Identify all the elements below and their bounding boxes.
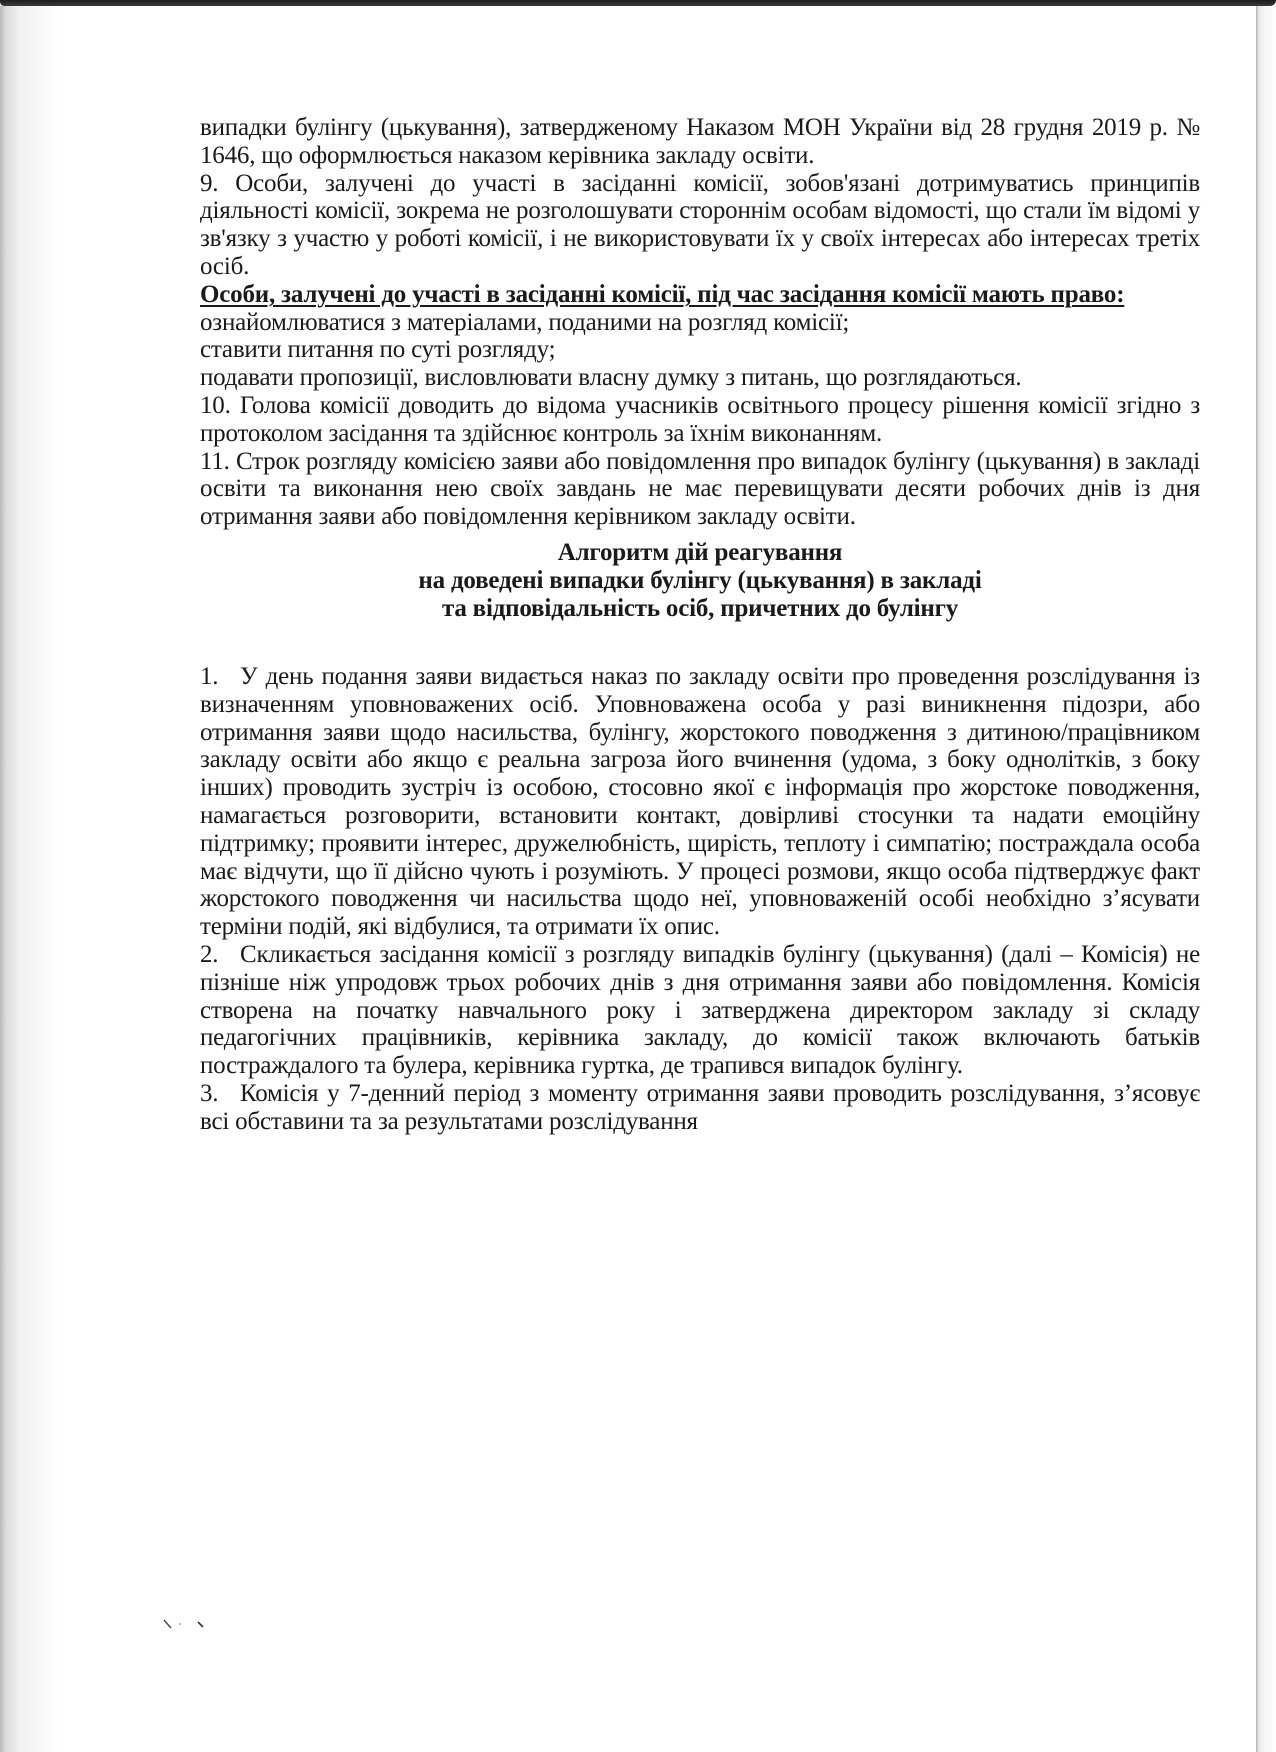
rights-heading: Особи, залучені до участі в засіданні комісії, під час засідання комісії мають право: <box>200 280 1125 308</box>
rights-item: ознайомлюватися з матеріалами, поданими на розгляд комісії; <box>200 308 850 336</box>
rights-item: ставити питання по суті розгляду; <box>200 336 556 364</box>
section-title-line: Алгоритм дій реагування <box>557 538 843 566</box>
document-page <box>200 114 1200 1136</box>
algorithm-item-3 <box>200 1080 1200 1136</box>
scan-specks <box>162 1618 222 1642</box>
section-title-line: та відповідальність осіб, причетних до булінгу <box>441 594 959 622</box>
item-text: Скликається засідання комісії з розгляду випадків булінгу (цькування) (далі – Комісія) не пізніше ніж упродовж трьох робочих днів з дня отримання заяви або повідомлення. Комісія створена на початку навчального року і затверджена директором закладу зі складу педагогічних працівників, керівника закладу, до комісії також включають батьків постраждалого та булера, керівника гуртка, де трапився випадок булінгу. <box>200 940 1200 1080</box>
paragraph-item-10: 10. Голова комісії доводить до відома учасників освітнього процесу рішення комісії згідно з протоколом засідання та здійснює контроль за їхнім виконанням. <box>200 391 1200 447</box>
rights-item: подавати пропозиції, висловлювати власну думку з питань, що розглядаються. <box>200 364 1022 392</box>
scan-left-shadow <box>0 6 60 1752</box>
item-text: У день подання заяви видається наказ по закладу освіти про проведення розслідування із визначенням уповноважених осіб. Уповноважена особа у разі виникнення підозри, або отримання заяви щодо насильства, булінгу, жорстокого поводження з дитиною/працівником закладу освіти або якщо є реальна загроза його вчинення (удома, з боку однолітків, з боку інших) проводить зустріч із особою, стосовно якої є інформація про жорстоке поводження, намагається розговорити, встановити контакт, довірливі стосунки та надати емоційну підтримку; проявити інтерес, дружелюбність, щирість, теплоту і симпатію; постраждала особа має відчути, що її дійсно чують і розуміють. У процесі розмови, якщо особа підтверджує факт жорстокого поводження чи насильства щодо неї, уповноваженій особі необхідно з’ясувати терміни подій, які відбулися, та отримати їх опис. <box>200 662 1200 941</box>
paragraph-item-11: 11. Строк розгляду комісією заяви або повідомлення про випадок булінгу (цькування) в закладі освіти та виконання нею своїх завдань не має перевищувати десяти робочих днів із дня отримання заяви або повідомлення керівником закладу освіти. <box>200 447 1200 531</box>
algorithm-item-1 <box>200 663 1200 941</box>
scan-right-edge <box>1256 6 1276 1752</box>
item-number: 2. <box>200 940 219 968</box>
paragraph-item-9: 9. Особи, залучені до участі в засіданні комісії, зобов'язані дотримуватись принципів діяльності комісії, зокрема не розголошувати стороннім особам відомості, що стали їм відомі у зв'язку з участю у роботі комісії, і не використовувати їх у своїх інтересах або інтересах третіх осіб. <box>200 169 1200 280</box>
paragraph-order-reference: випадки булінгу (цькування), затвердженому Наказом МОН України від 28 грудня 2019 р. № 1646, що оформлюється наказом керівника закладу освіти. <box>200 114 1200 169</box>
item-text: Комісія у 7-денний період з моменту отримання заяви проводить розслідування, з’ясовує всі обставини та за результатами розслідування <box>200 1079 1200 1135</box>
algorithm-item-2 <box>200 941 1200 1080</box>
section-title <box>200 539 1200 623</box>
section-title-line: на доведені випадки булінгу (цькування) в закладі <box>418 566 982 594</box>
item-number: 3. <box>200 1079 219 1107</box>
item-number: 1. <box>200 662 219 690</box>
section-spacer <box>200 623 1200 663</box>
scan-top-edge <box>0 0 1276 6</box>
